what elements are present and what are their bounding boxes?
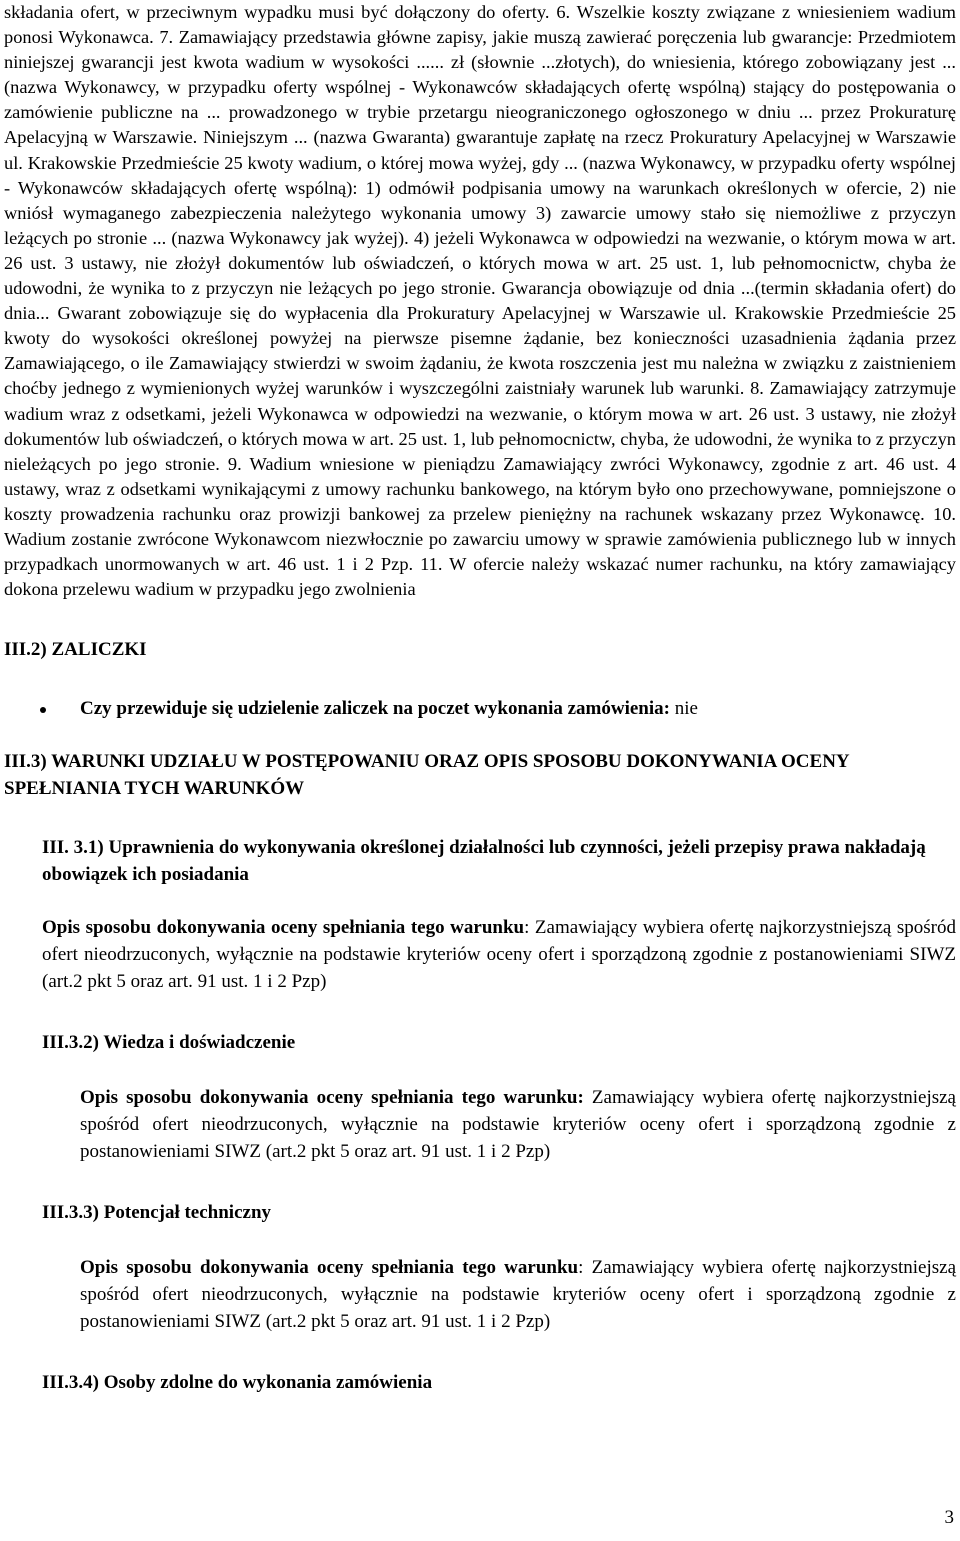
section-heading-zaliczki: III.2) ZALICZKI — [4, 639, 147, 661]
document-page — [4, 0, 956, 1396]
subsection-heading-osoby: III.3.4) Osoby zdolne do wykonania zamówienia — [42, 1372, 433, 1394]
zaliczki-answer: nie — [669, 698, 698, 720]
page-number: 3 — [944, 1507, 954, 1528]
intro-paragraph: składania ofert, w przeciwnym wypadku musi być dołączony do oferty. 6. Wszelkie koszty związane z wniesieniem wadium ponosi Wykonawca. 7. Zamawiający przedstawia główne zapisy, jakie muszą zawierać poręczenia lub gwarancje: Przedmiotem niniejszej gwarancji jest kwota wadium w wysokości ...... zł (słownie ...złotych), do wniesienia, którego zobowiązany jest ...(nazwa Wykonawcy, w przypadku oferty wspólnej - Wykonawców składających ofertę wspólną) stający do postępowania o zamówienie publiczne na ... prowadzonego w trybie przetargu nieograniczonego ogłoszonego w dniu ... przez Prokuraturę Apelacyjną w Warszawie. Niniejszym ... (nazwa Gwaranta) gwarantuje zapłatę na rzecz Prokuratury Apelacyjnej w Warszawie ul. Krakowskie Przedmieście 25 kwoty wadium, o której mowa wyżej, gdy ... (nazwa Wykonawcy, w przypadku oferty wspólnej - Wykonawców składających ofertę wspólną): 1) odmówił podpisania umowy na warunkach określonych w ofercie, 2) nie wniósł wymaganego zabezpieczenia należytego wykonania umowy 3) zawarcie umowy stało się niemożliwe z przyczyn leżących po stronie ... (nazwa Wykonawcy jak wyżej). 4) jeżeli Wykonawca w odpowiedzi na wezwanie, o którym mowa w art. 26 ust. 3 ustawy, nie złożył dokumentów lub oświadczeń, o których mowa w art. 25 ust. 1, lub pełnomocnictw, chyba że udowodni, że wynika to z przyczyn nie leżących po jego stronie. Gwarancja obowiązuje od dnia ...(termin składania ofert) do dnia... Gwarant zobowiązuje się do wypłacenia dla Prokuratury Apelacyjnej w Warszawie ul. Krakowskie Przedmieście 25 kwoty do wysokości określonej powyżej na pierwsze pisemne żądanie, bez konieczności uzasadnienia żądania przez Zamawiającego, o ile Zamawiający stwierdzi w swoim żądaniu, że kwota roszczenia jest mu należna w związku z zaistnieniem choćby jednego z wymienionych wyżej warunków i wyszczególni zaistniały warunek lub warunki. 8. Zamawiający zatrzymuje wadium wraz z odsetkami, jeżeli Wykonawca w odpowiedzi na wezwanie, o którym mowa w art. 26 ust. 3 ustawy, nie złożył dokumentów lub oświadczeń, o których mowa w art. 25 ust. 1, lub pełnomocnictw, chyba, że udowodni, że wynika to z przyczyn nieleżących po jego stronie. 9. Wadium wniesione w pieniądzu Zamawiający zwróci Wykonawcy, zgodnie z art. 46 ust. 4 ustawy, wraz z odsetkami wynikającymi z umowy rachunku bankowego, na którym było ono przechowywane, pomniejszone o koszty prowadzenia rachunku oraz prowizji bankowej za przelew pieniężny na rachunek wskazany przez Wykonawcę. 10. Wadium zostanie zwrócone Wykonawcom niezwłocznie po zawarciu umowy w sprawie zamówienia publicznego lub w innych przypadkach unormowanych w art. 46 ust. 1 i 2 Pzp. 11. W ofercie należy wskazać numer rachunku, na który zamawiający dokona przelewu wadium w przypadku jego zwolnienia — [4, 2, 956, 600]
subsection-desc-potencjal — [4, 1254, 956, 1335]
subsection-heading-uprawnienia: III. 3.1) Uprawnienia do wykonywania określonej działalności lub czynności, jeżeli przepisy prawa nakładają obowiązek ich posiadania — [42, 837, 926, 886]
subsection-heading-wiedza: III.3.2) Wiedza i doświadczenie — [42, 1032, 296, 1054]
desc-label: Opis sposobu dokonywania oceny spełniania tego warunku — [42, 917, 525, 939]
subsection-heading-potencjal: III.3.3) Potencjał techniczny — [42, 1202, 272, 1224]
desc-label: Opis sposobu dokonywania oceny spełniania tego warunku — [80, 1257, 579, 1279]
bullet-item-zaliczki — [4, 695, 956, 722]
section-heading-warunki: III.3) WARUNKI UDZIAŁU W POSTĘPOWANIU ORAZ OPIS SPOSOBU DOKONYWANIA OCENY SPEŁNIANIA TYCH WARUNKÓW — [4, 751, 849, 800]
bullet-icon — [40, 707, 46, 713]
desc-label: Opis sposobu dokonywania oceny spełniania tego warunku: — [80, 1087, 584, 1109]
desc-text: : Zamawiający wybiera ofertę najkorzystniejszą spośród ofert nieodrzuconych, wyłącznie na podstawie kryteriów oceny ofert i sporządzoną zgodnie z postanowieniami SIWZ (art.2 pkt 5 oraz art. 91 ust. 1 i 2 Pzp) — [80, 1257, 956, 1333]
desc-text: Zamawiający wybiera ofertę najkorzystniejszą spośród ofert nieodrzuconych, wyłącznie na podstawie kryteriów oceny ofert i sporządzoną zgodnie z postanowieniami SIWZ (art.2 pkt 5 oraz art. 91 ust. 1 i 2 Pzp) — [80, 1087, 956, 1163]
desc-text: : Zamawiający wybiera ofertę najkorzystniejszą spośród ofert nieodrzuconych, wyłącznie na podstawie kryteriów oceny ofert i sporządzoną zgodnie z postanowieniami SIWZ (art.2 pkt 5 oraz art. 91 ust. 1 i 2 Pzp) — [42, 917, 956, 993]
subsection-desc-wiedza — [4, 1084, 956, 1165]
zaliczki-question: Czy przewiduje się udzielenie zaliczek na poczet wykonania zamówienia: — [80, 698, 670, 720]
subsection-desc-uprawnienia — [4, 914, 956, 995]
